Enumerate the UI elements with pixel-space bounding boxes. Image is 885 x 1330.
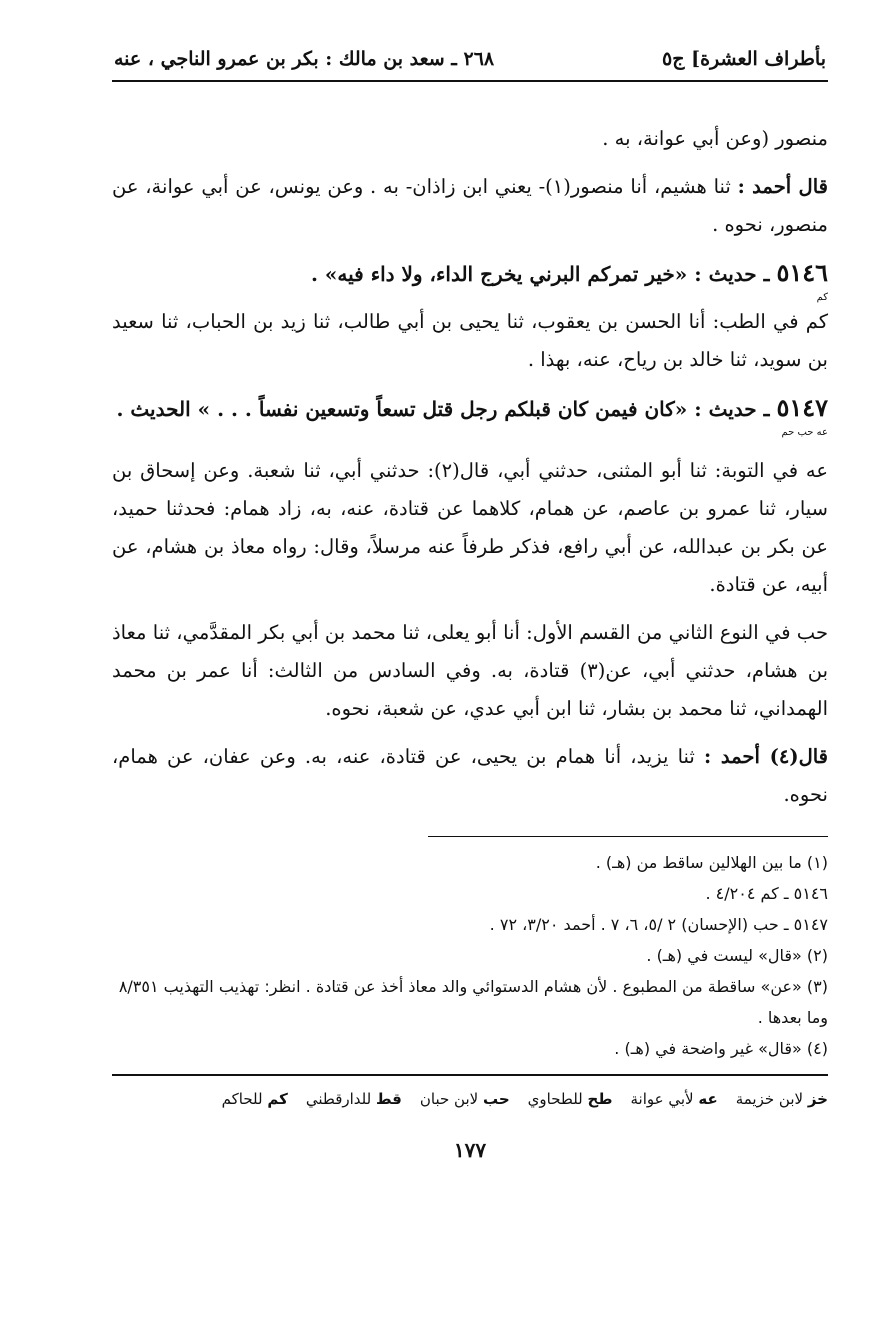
footnote: (٣) «عن» ساقطة من المطبوع . لأن هشام الدستوائي والد معاذ أخذ عن قتادة . انظر: تهذيب التهذيب ٨/٣٥١ وما بعدها .	[118, 977, 828, 1027]
footnote: (٤) «قال» غير واضحة في (هـ) .	[614, 1039, 828, 1058]
footnotes	[112, 847, 828, 1064]
body-text	[112, 120, 828, 814]
legend-item: حب لابن حبان	[419, 1090, 510, 1108]
footnote-separator	[428, 836, 828, 837]
footnote: (١) ما بين الهلالين ساقط من (هـ) .	[595, 853, 828, 872]
paragraph-2: قال أحمد : ثنا هشيم، أنا منصور(١)- يعني ابن زاذان- به . وعن يونس، عن أبي عوانة، عن منصور، نحوه .	[112, 175, 828, 236]
running-head-left: بأطراف العشرة] ج٥	[662, 48, 826, 70]
legend-item: عه لأبي عوانة	[630, 1090, 718, 1108]
hadith-5146-heading: ٥١٤٦ ـ حديث : «خير تمركم البرني يخرج الداء، ولا داء فيه» .	[310, 258, 828, 287]
page	[112, 48, 828, 1162]
legend-item: قط للدارقطني	[305, 1090, 402, 1108]
hadith-5147-sigla: عه حب حم	[781, 427, 828, 438]
footnote: (٢) «قال» ليست في (هـ) .	[646, 946, 828, 965]
hadith-5147-heading: ٥١٤٧ ـ حديث : «كان فيمن كان قبلكم رجل قتل تسعاً وتسعين نفساً . . . » الحديث .	[116, 393, 828, 422]
hadith-5147-para-1: عه في التوبة: ثنا أبو المثنى، حدثني أبي، قال(٢): حدثني أبي، ثنا شعبة. وعن إسحاق بن سيار، ثنا عمرو بن عاصم، عن همام، كلاهما عن قتادة، عنه، به، زاد همام: فحدثنا حميد، عن بكر بن عبدالله، عن أبي رافع، فذكر طرفاً عنه مرسلاً، وقال: رواه معاذ بن هشام، عن أبيه، عن قتادة.	[112, 459, 828, 596]
legend-item: طح للطحاوي	[527, 1090, 613, 1108]
hadith-5147-para-2: حب في النوع الثاني من القسم الأول: أنا أبو يعلى، ثنا محمد بن أبي بكر المقدَّمي، ثنا معاذ بن هشام، حدثني أبي، عن(٣) قتادة، به. وفي السادس من الثالث: أنا عمر بن محمد الهمداني، ثنا محمد بن بشار، ثنا ابن أبي عدي، عن شعبة، نحوه.	[112, 621, 829, 720]
hadith-5146-sigla: كم	[816, 292, 828, 303]
hadith-5146-text: كم في الطب: أنا الحسن بن يعقوب، ثنا يحيى بن أبي طالب، ثنا زيد بن الحباب، ثنا سعيد بن سويد، ثنا خالد بن رياح، عنه، بهذا .	[112, 310, 828, 371]
hadith-5147-final: قال(٤) أحمد : ثنا يزيد، أنا همام بن يحيى، عن قتادة، عنه، به. وعن عفان، عن همام، نحوه.	[112, 745, 829, 806]
footnote: ٥١٤٧ ـ حب (الإحسان) ٢ /٥، ٦، ٧ . أحمد ٣/٢٠، ٧٢ .	[489, 915, 828, 934]
running-head	[112, 48, 828, 82]
legend-item: خز لابن خزيمة	[735, 1090, 828, 1108]
legend-item: كم للحاكم	[221, 1090, 288, 1108]
page-number: ١٧٧	[453, 1138, 487, 1162]
sigla-legend	[112, 1076, 828, 1108]
footnote: ٥١٤٦ ـ كم ٤/٢٠٤ .	[705, 884, 828, 903]
paragraph-1: منصور (وعن أبي عوانة، به .	[602, 127, 828, 150]
running-head-center: ٢٦٨ ـ سعد بن مالك : بكر بن عمرو الناجي ، عنه	[114, 48, 495, 70]
